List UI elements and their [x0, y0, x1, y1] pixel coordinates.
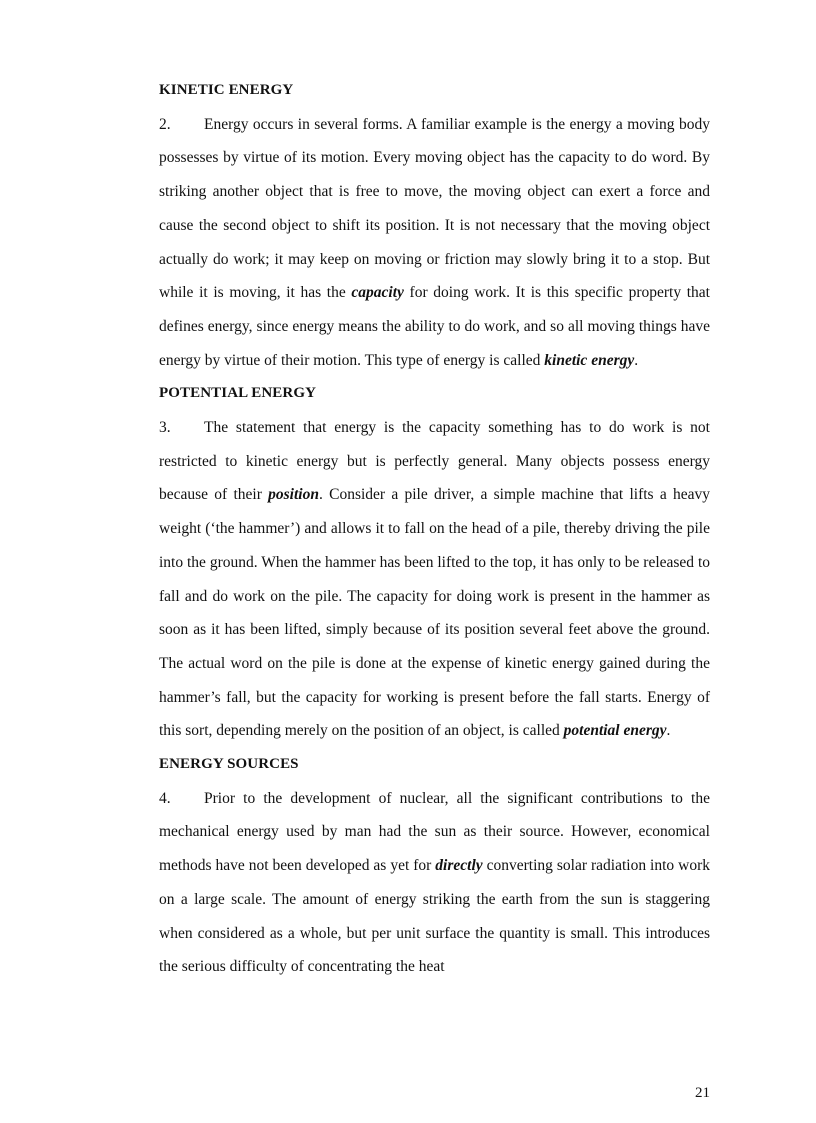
- paragraph-text: .: [634, 351, 639, 369]
- paragraph-text: for doing work. It is this specific property that defines energy, since energy means the ability to do work, and so all moving things have energy by virtue of their motion. This type of energy is called: [159, 284, 710, 369]
- emphasis-position: position: [268, 486, 319, 504]
- page-body: [159, 74, 710, 984]
- paragraph-number: 2.: [159, 115, 171, 133]
- paragraph-3: [159, 411, 710, 748]
- page-number: 21: [695, 1085, 710, 1101]
- paragraph-text: .: [666, 722, 671, 740]
- paragraph-text: Prior to the development of nuclear, all the significant contributions to the mechanical energy used by man had the sun as their source. However, economical methods have not been developed as yet for: [159, 789, 710, 875]
- paragraph-text: . Consider a pile driver, a simple machine that lifts a heavy weight (‘the hammer’) and allows it to fall on the head of a pile, thereby driving the pile into the ground. When the hammer has been lifted to the top, it has only to be released to fall and do work on the pile. The capacity for doing work is present in the hammer as soon as it has been lifted, simply because of its position several feet above the ground. The actual word on the pile is done at the expense of kinetic energy gained during the hammer’s fall, but the capacity for working is present before the fall starts. Energy of this sort, depending merely on the position of an object, is called: [159, 486, 710, 740]
- paragraph-2: [159, 108, 710, 378]
- emphasis-directly: directly: [435, 857, 483, 875]
- emphasis-kinetic-energy: kinetic energy: [544, 351, 635, 369]
- section-heading-kinetic-energy: KINETIC ENERGY: [159, 82, 294, 98]
- paragraph-text: Energy occurs in several forms. A familiar example is the energy a moving body possesses by virtue of its motion. Every moving object has the capacity to do word. By striking another object that is free to move, the moving object can exert a force and cause the second object to shift its position. It is not necessary that the moving object actually do work; it may keep on moving or friction may slowly bring it to a stop. But while it is moving, it has the: [159, 115, 710, 302]
- emphasis-capacity: capacity: [351, 284, 404, 302]
- paragraph-4: [159, 782, 710, 984]
- paragraph-text: converting solar radiation into work on a large scale. The amount of energy striking the earth from the sun is staggering when considered as a whole, but per unit surface the quantity is small. This introduces the serious difficulty of concentrating the heat: [159, 857, 710, 976]
- paragraph-text: The statement that energy is the capacity something has to do work is not restricted to kinetic energy but is perfectly general. Many objects possess energy because of their: [159, 419, 710, 504]
- emphasis-potential-energy: potential energy: [563, 722, 667, 740]
- paragraph-number: 3.: [159, 419, 171, 437]
- section-heading-potential-energy: POTENTIAL ENERGY: [159, 385, 317, 402]
- section-heading-energy-sources: ENERGY SOURCES: [159, 756, 299, 773]
- paragraph-number: 4.: [159, 789, 171, 807]
